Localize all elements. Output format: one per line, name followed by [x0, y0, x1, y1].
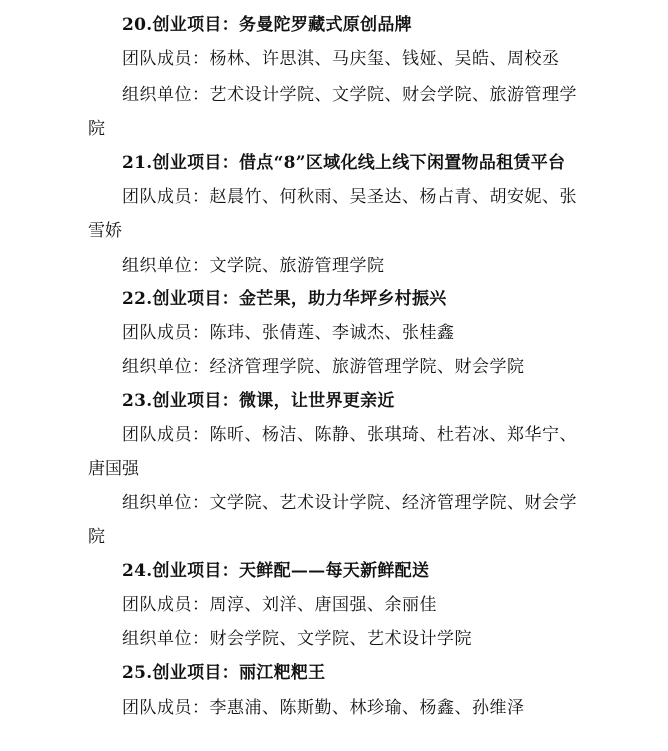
project-21-members	[0, 186, 668, 208]
members-value: 李惠浦、陈斯勤、林珍瑜、杨鑫、孙维泽	[209, 698, 525, 718]
units-value: 艺术设计学院、文学院、财会学院、旅游管理学	[209, 85, 577, 105]
members-label: 团队成员：	[122, 187, 210, 207]
members-label: 团队成员：	[122, 595, 210, 615]
project-20-members	[0, 48, 668, 70]
members-label: 团队成员：	[122, 49, 210, 69]
units-label: 组织单位：	[122, 85, 210, 105]
project-20-units	[0, 84, 668, 106]
project-20-units-cont: 院	[88, 119, 105, 139]
project-21-members-cont: 雪娇	[88, 221, 122, 241]
units-label: 组织单位：	[122, 629, 210, 649]
project-22-units	[0, 356, 668, 378]
units-label: 组织单位：	[122, 493, 210, 513]
project-23-title: 23.创业项目：微课，让世界更亲近	[122, 391, 395, 411]
units-value: 财会学院、文学院、艺术设计学院	[209, 629, 472, 649]
project-21-title: 21.创业项目：借点“8”区域化线上线下闲置物品租赁平台	[122, 153, 566, 173]
members-value: 周淳、刘洋、唐国强、余丽佳	[209, 595, 437, 615]
members-label: 团队成员：	[122, 323, 210, 343]
project-21-units	[0, 255, 668, 277]
project-24-title: 24.创业项目：天鲜配——每天新鲜配送	[122, 561, 430, 581]
members-value: 陈昕、杨洁、陈静、张琪琦、杜若冰、郑华宁、	[209, 425, 577, 445]
project-22-members	[0, 322, 668, 344]
project-24-units	[0, 628, 668, 650]
project-23-units-cont: 院	[88, 527, 105, 547]
units-value: 文学院、艺术设计学院、经济管理学院、财会学	[209, 493, 577, 513]
members-label: 团队成员：	[122, 425, 210, 445]
members-value: 陈玮、张倩莲、李诚杰、张桂鑫	[209, 323, 455, 343]
units-value: 经济管理学院、旅游管理学院、财会学院	[209, 357, 525, 377]
members-value: 赵晨竹、何秋雨、吴圣达、杨占青、胡安妮、张	[209, 187, 577, 207]
project-23-members-cont: 唐国强	[88, 459, 139, 479]
project-24-members	[0, 594, 668, 616]
project-23-members	[0, 424, 668, 446]
project-25-title: 25.创业项目：丽江粑粑王	[122, 663, 326, 683]
units-label: 组织单位：	[122, 357, 210, 377]
units-label: 组织单位：	[122, 256, 210, 276]
project-23-units	[0, 492, 668, 514]
members-value: 杨林、许思淇、马庆玺、钱娅、吴皓、周校丞	[209, 49, 560, 69]
members-label: 团队成员：	[122, 698, 210, 718]
project-20-title: 20.创业项目：务曼陀罗藏式原创品牌	[122, 15, 412, 35]
units-value: 文学院、旅游管理学院	[209, 256, 385, 276]
project-22-title: 22.创业项目：金芒果，助力华坪乡村振兴	[122, 289, 447, 309]
project-25-members	[0, 697, 668, 719]
